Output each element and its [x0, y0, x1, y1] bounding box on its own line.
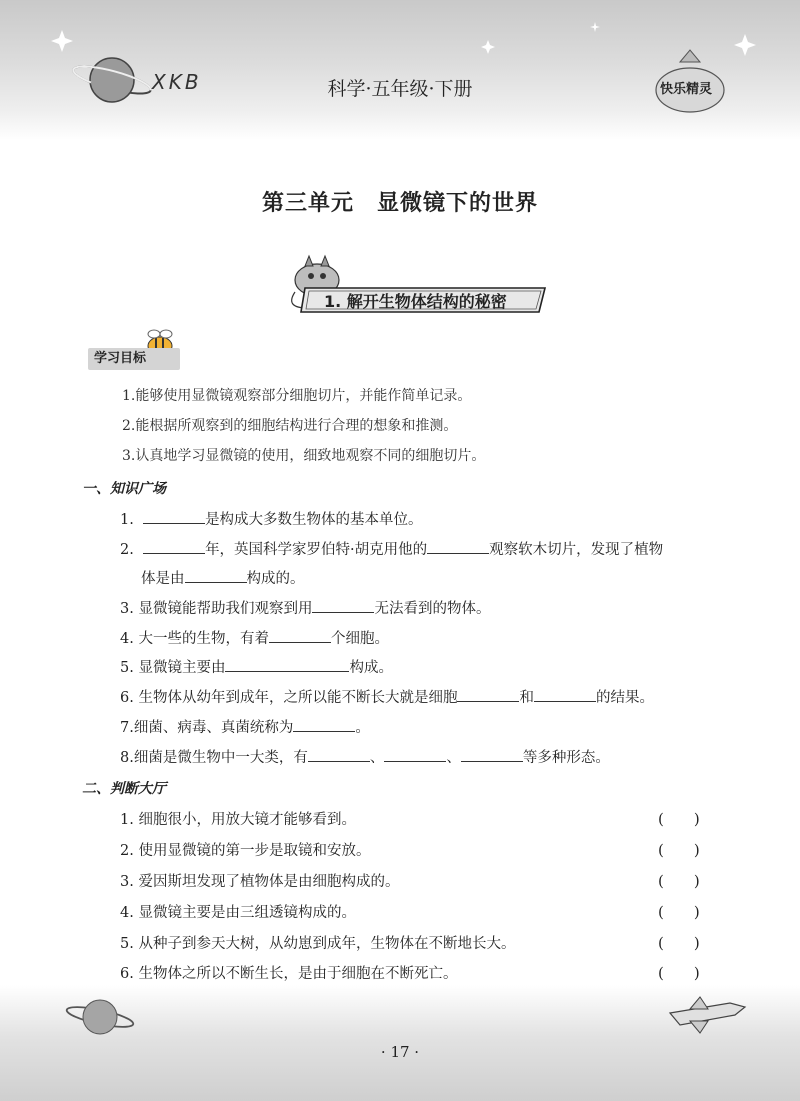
- answer-blank[interactable]: [143, 539, 205, 554]
- planet-icon: [65, 1000, 134, 1034]
- answer-box[interactable]: ( ): [658, 872, 700, 890]
- judgment-item: 6. 生物体之所以不断生长，是由于细胞在不断死亡。: [120, 966, 458, 982]
- fill-question-3: 3. 显微镜能帮助我们观察到用 无法看到的物体。: [120, 597, 490, 618]
- answer-box[interactable]: ( ): [658, 810, 700, 828]
- brand-mark: XKB: [152, 70, 202, 94]
- answer-blank[interactable]: [461, 747, 523, 762]
- answer-box[interactable]: ( ): [658, 841, 700, 859]
- answer-blank[interactable]: [312, 598, 374, 613]
- logo-text: 快乐精灵: [660, 82, 713, 97]
- answer-blank[interactable]: [384, 747, 446, 762]
- answer-blank[interactable]: [293, 717, 355, 732]
- unit-title: 第三单元 显微镜下的世界: [261, 190, 538, 216]
- fill-question-2: 2. 年，英国科学家罗伯特·胡克用他的 观察软木切片，发现了植物: [120, 538, 663, 559]
- answer-box[interactable]: ( ): [658, 964, 700, 982]
- judgment-item: 4. 显微镜主要是由三组透镜构成的。: [120, 905, 356, 921]
- fill-question-5: 5. 显微镜主要由 构成。: [120, 656, 393, 677]
- learning-goals-label: 学习目标: [88, 348, 180, 370]
- answer-blank[interactable]: [534, 687, 596, 702]
- judgment-item: 3. 爱因斯坦发现了植物体是由细胞构成的。: [120, 874, 400, 890]
- judgment-item: 5. 从种子到参天大树，从幼崽到成年，生物体在不断地长大。: [120, 936, 516, 952]
- answer-blank[interactable]: [269, 628, 331, 643]
- fill-question-1: 1. 是构成大多数生物体的基本单位。: [120, 508, 423, 529]
- answer-blank[interactable]: [185, 568, 247, 583]
- answer-box[interactable]: ( ): [658, 903, 700, 921]
- fill-question-7: 7.细菌、病毒、真菌统称为 。: [120, 716, 370, 737]
- answer-box[interactable]: ( ): [658, 934, 700, 952]
- answer-blank[interactable]: [143, 509, 205, 524]
- answer-blank[interactable]: [308, 747, 370, 762]
- judgment-item: 2. 使用显微镜的第一步是取镜和安放。: [120, 843, 371, 859]
- section-judgment-title: 二、判断大厅: [82, 781, 166, 797]
- answer-blank[interactable]: [457, 687, 519, 702]
- goal-item: 1.能够使用显微镜观察部分细胞切片，并能作简单记录。: [122, 388, 472, 404]
- book-title: 科学·五年级·下册: [327, 78, 473, 100]
- sparkle-icon: [51, 22, 756, 56]
- fill-question-4: 4. 大一些的生物，有着 个细胞。: [120, 627, 389, 648]
- judgment-item: 1. 细胞很小，用放大镜才能够看到。: [120, 812, 356, 828]
- fill-question-6: 6. 生物体从幼年到成年，之所以能不断长大就是细胞 和 的结果。: [120, 686, 654, 707]
- answer-blank[interactable]: [427, 539, 489, 554]
- space-shuttle-icon: [670, 997, 745, 1033]
- answer-blank[interactable]: [225, 657, 349, 672]
- header-decoration: [0, 0, 800, 140]
- fill-question-8: 8.细菌是微生物中一大类，有 、 、 等多种形态。: [120, 746, 610, 767]
- page-number: · 17 ·: [380, 1043, 420, 1061]
- goal-item: 2.能根据所观察到的细胞结构进行合理的想象和推测。: [122, 418, 458, 434]
- fill-question-2-cont: 体是由 构成的。: [141, 567, 305, 588]
- lesson-title: 1. 解开生物体结构的秘密: [324, 292, 507, 311]
- goal-item: 3.认真地学习显微镜的使用，细致地观察不同的细胞切片。: [122, 448, 486, 464]
- section-knowledge-title: 一、知识广场: [82, 481, 166, 497]
